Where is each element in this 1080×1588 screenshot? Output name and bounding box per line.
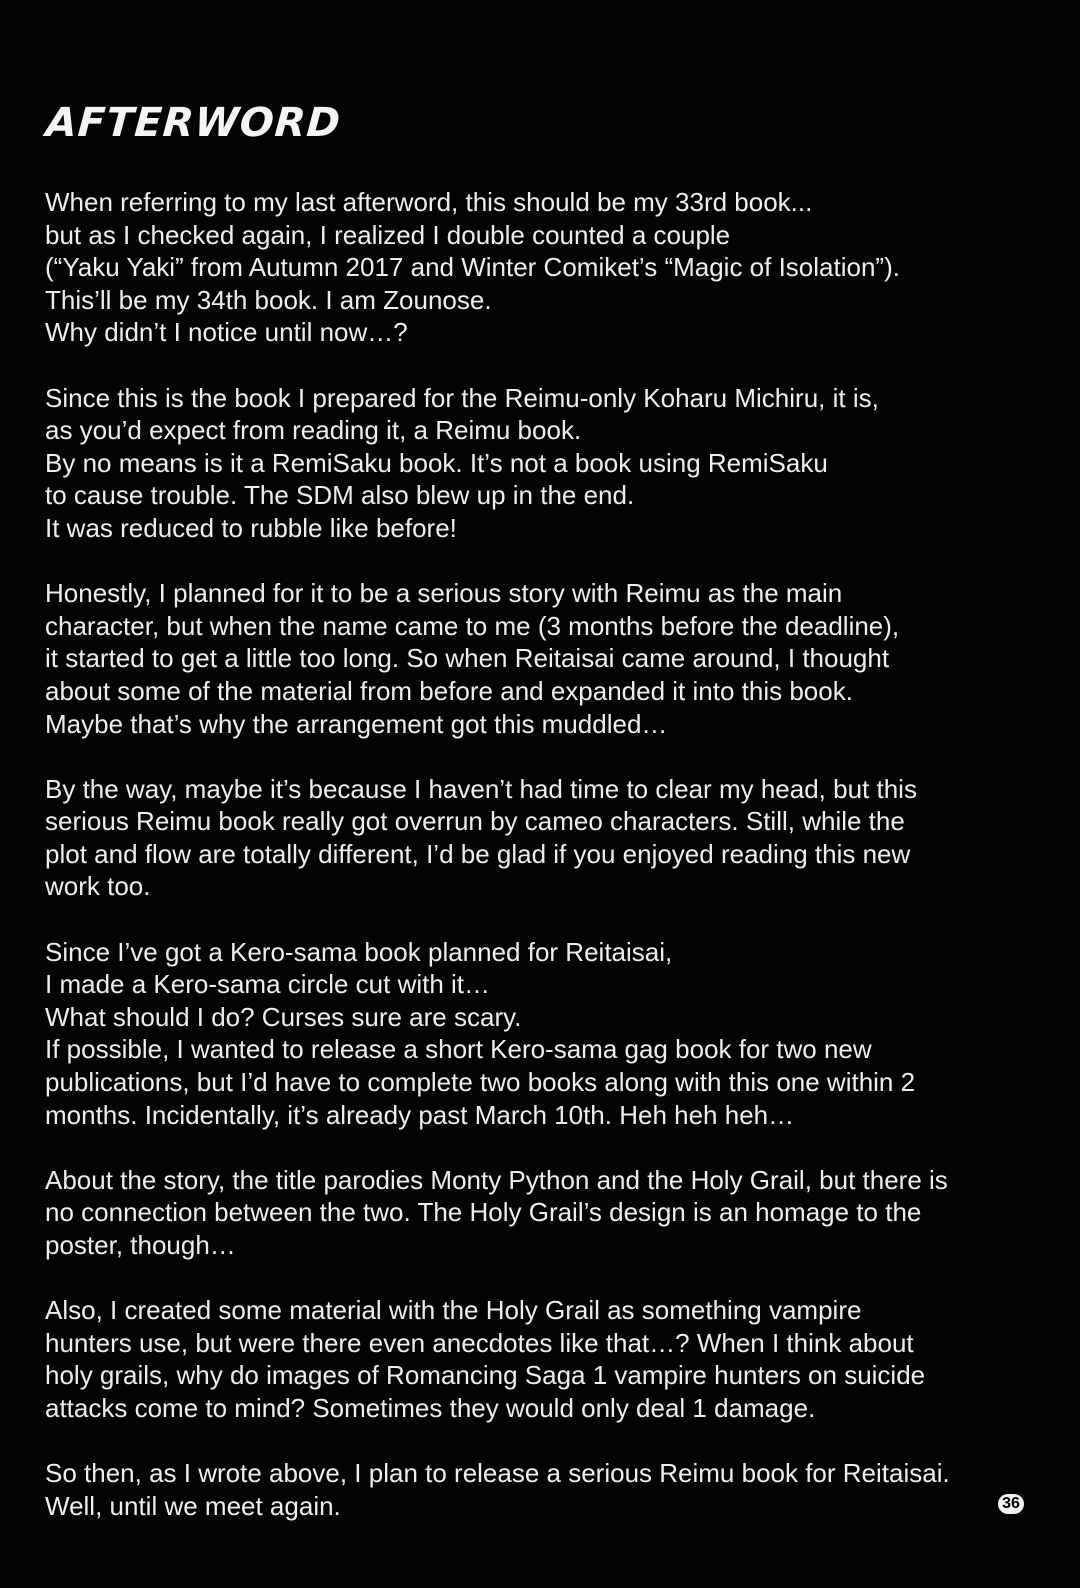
text-line: months. Incidentally, it’s already past March 10th. Heh heh heh… bbox=[45, 1099, 795, 1130]
text-line: as you’d expect from reading it, a Reimu book. bbox=[45, 415, 582, 446]
paragraph bbox=[45, 1457, 1045, 1522]
paragraph bbox=[45, 1164, 1045, 1262]
text-line: serious Reimu book really got overrun by cameo characters. Still, while the bbox=[45, 806, 905, 837]
text-line: What should I do? Curses sure are scary. bbox=[45, 1001, 522, 1032]
text-line: Also, I created some material with the Holy Grail as something vampire bbox=[45, 1295, 862, 1326]
paragraph bbox=[45, 773, 1045, 903]
text-line: This’ll be my 34th book. I am Zounose. bbox=[45, 284, 492, 315]
text-line: Maybe that’s why the arrangement got this muddled… bbox=[45, 708, 668, 739]
text-line: If possible, I wanted to release a short Kero-sama gag book for two new bbox=[45, 1034, 872, 1065]
text-line: Since I’ve got a Kero-sama book planned for Reitaisai, bbox=[45, 936, 673, 967]
text-line: About the story, the title parodies Monty Python and the Holy Grail, but there is bbox=[45, 1164, 948, 1195]
text-line: it started to get a little too long. So when Reitaisai came around, I thought bbox=[45, 643, 890, 674]
page-number: 36 bbox=[998, 1494, 1024, 1514]
text-line: It was reduced to rubble like before! bbox=[45, 512, 457, 543]
text-line: about some of the material from before and expanded it into this book. bbox=[45, 675, 853, 706]
text-line: By no means is it a RemiSaku book. It’s not a book using RemiSaku bbox=[45, 447, 828, 478]
text-line: plot and flow are totally different, I’d be glad if you enjoyed reading this new bbox=[45, 838, 911, 869]
text-line: Since this is the book I prepared for the Reimu-only Koharu Michiru, it is, bbox=[45, 382, 879, 413]
paragraph bbox=[45, 382, 1045, 545]
paragraph bbox=[45, 1294, 1045, 1424]
text-line: Why didn’t I notice until now…? bbox=[45, 317, 408, 348]
text-line: work too. bbox=[45, 871, 151, 902]
text-line: no connection between the two. The Holy Grail’s design is an homage to the bbox=[45, 1197, 922, 1228]
text-line: to cause trouble. The SDM also blew up in the end. bbox=[45, 480, 635, 511]
text-line: hunters use, but were there even anecdotes like that…? When I think about bbox=[45, 1327, 914, 1358]
text-line: character, but when the name came to me (3 months before the deadline), bbox=[45, 610, 900, 641]
text-line: Well, until we meet again. bbox=[45, 1490, 341, 1521]
afterword-body bbox=[45, 186, 1045, 1555]
paragraph bbox=[45, 577, 1045, 740]
paragraph bbox=[45, 186, 1045, 349]
text-line: (“Yaku Yaki” from Autumn 2017 and Winter Comiket’s “Magic of Isolation”). bbox=[45, 252, 900, 283]
text-line: but as I checked again, I realized I double counted a couple bbox=[45, 219, 731, 250]
text-line: attacks come to mind? Sometimes they would only deal 1 damage. bbox=[45, 1392, 816, 1423]
text-line: I made a Kero-sama circle cut with it… bbox=[45, 969, 491, 1000]
text-line: publications, but I’d have to complete two books along with this one within 2 bbox=[45, 1067, 916, 1098]
page-title: AFTERWORD bbox=[44, 100, 343, 146]
text-line: By the way, maybe it’s because I haven’t had time to clear my head, but this bbox=[45, 773, 917, 804]
text-line: So then, as I wrote above, I plan to release a serious Reimu book for Reitaisai. bbox=[45, 1458, 950, 1489]
text-line: holy grails, why do images of Romancing Saga 1 vampire hunters on suicide bbox=[45, 1360, 926, 1391]
text-line: Honestly, I planned for it to be a serious story with Reimu as the main bbox=[45, 578, 843, 609]
text-line: poster, though… bbox=[45, 1230, 236, 1260]
paragraph bbox=[45, 936, 1045, 1132]
text-line: When referring to my last afterword, this should be my 33rd book... bbox=[45, 187, 813, 217]
